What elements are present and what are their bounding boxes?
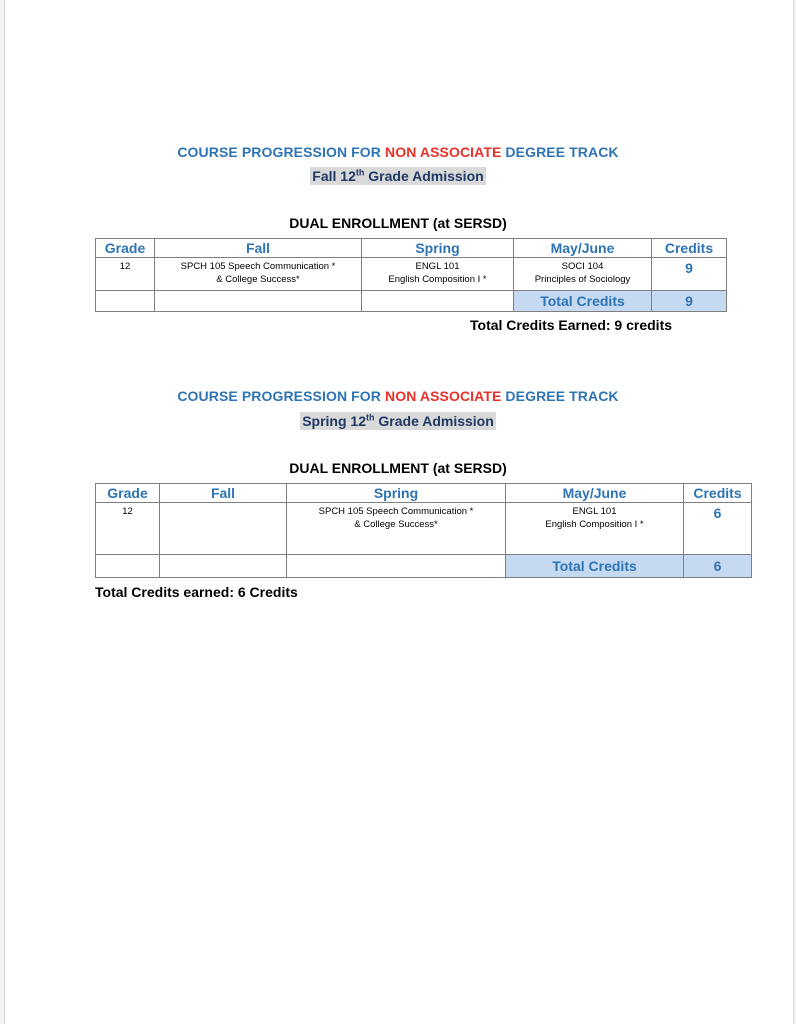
total-row (96, 555, 752, 578)
section-1-heading: COURSE PROGRESSION FOR NON ASSOCIATE DEGREE TRACK (177, 144, 619, 160)
fall-cell: SPCH 105 Speech Communication * & College Success* (155, 258, 362, 291)
header-fall: Fall (160, 484, 287, 503)
header-grade: Grade (96, 239, 155, 258)
section-1-subheading: Fall 12th Grade Admission (312, 167, 484, 184)
table-header-row (96, 239, 727, 258)
section-2-subheading: Spring 12th Grade Admission (302, 412, 494, 429)
section-2-table-title: DUAL ENROLLMENT (at SERSD) (289, 460, 507, 476)
table-row (96, 258, 727, 291)
total-row (96, 291, 727, 312)
header-mayjune: May/June (514, 239, 652, 258)
section-1-course-table (95, 238, 727, 312)
table-row (96, 503, 752, 555)
total-credits-label: Total Credits (506, 555, 684, 578)
header-credits: Credits (652, 239, 727, 258)
header-credits: Credits (684, 484, 752, 503)
header-grade: Grade (96, 484, 160, 503)
total-credits-value: 6 (684, 555, 752, 578)
section-2-heading-highlight: NON ASSOCIATE (385, 388, 502, 404)
section-1-heading-highlight: NON ASSOCIATE (385, 144, 502, 160)
header-fall: Fall (155, 239, 362, 258)
header-spring: Spring (287, 484, 506, 503)
grade-cell: 12 (96, 258, 155, 291)
section-2-course-table (95, 483, 752, 578)
credits-cell: 9 (652, 258, 727, 291)
spring-cell: ENGL 101 English Composition I * (362, 258, 514, 291)
spring-cell: SPCH 105 Speech Communication * & College Success* (287, 503, 506, 555)
section-1-table-title: DUAL ENROLLMENT (at SERSD) (289, 215, 507, 231)
mayjune-cell: SOCI 104 Principles of Sociology (514, 258, 652, 291)
total-credits-value: 9 (652, 291, 727, 312)
credits-cell: 6 (684, 503, 752, 555)
header-spring: Spring (362, 239, 514, 258)
table-header-row (96, 484, 752, 503)
section-2-credits-earned: Total Credits earned: 6 Credits (95, 584, 298, 600)
grade-cell: 12 (96, 503, 160, 555)
fall-cell (160, 503, 287, 555)
mayjune-cell: ENGL 101 English Composition I * (506, 503, 684, 555)
total-credits-label: Total Credits (514, 291, 652, 312)
section-1-credits-earned: Total Credits Earned: 9 credits (470, 317, 673, 333)
header-mayjune: May/June (506, 484, 684, 503)
section-2-heading: COURSE PROGRESSION FOR NON ASSOCIATE DEGREE TRACK (177, 388, 619, 404)
